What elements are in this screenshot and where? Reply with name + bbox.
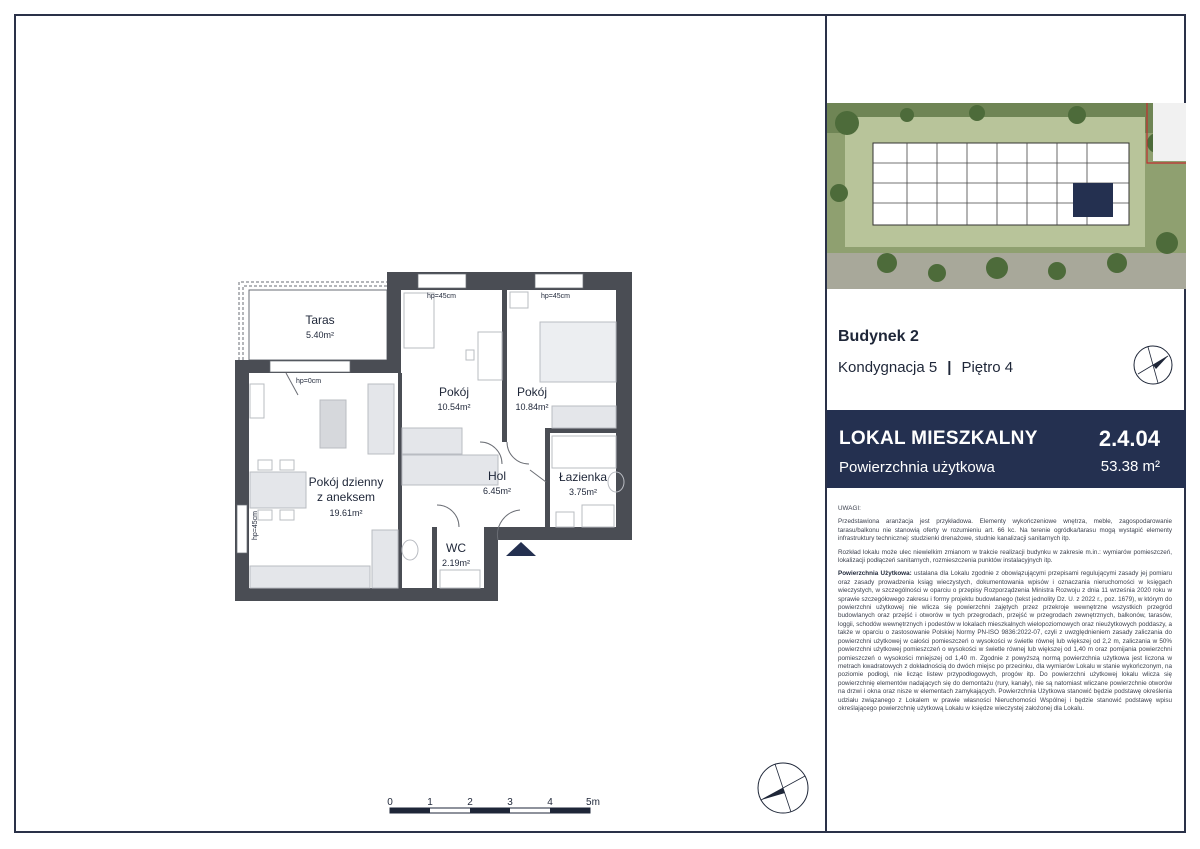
window-height-label: hp=45cm bbox=[252, 511, 259, 540]
notes-bold: Powierzchnia Użytkowa: bbox=[838, 570, 912, 578]
unit-type: LOKAL MIESZKALNY bbox=[839, 428, 1038, 449]
room-name-dzienny-2: z aneksem bbox=[316, 490, 376, 504]
scale-tick-label: 1 bbox=[427, 797, 433, 808]
area-label: Powierzchnia użytkowa bbox=[839, 459, 995, 476]
floor-separator: | bbox=[947, 359, 952, 376]
room-area-wc: 2.19m² bbox=[441, 558, 471, 568]
compass-icon bbox=[1132, 344, 1174, 386]
entrance-marker bbox=[506, 542, 536, 556]
notes-paragraph-3 bbox=[838, 570, 1172, 713]
room-area-pokoj2: 10.84m² bbox=[515, 402, 549, 412]
room-name-wc: WC bbox=[446, 541, 466, 555]
kondygnacja-label: Kondygnacja 5 bbox=[838, 359, 938, 376]
site-plan-map bbox=[827, 103, 1186, 289]
area-value: 53.38 m² bbox=[1100, 458, 1160, 475]
floor-info bbox=[838, 359, 1013, 376]
room-name-hol: Hol bbox=[487, 469, 507, 483]
scale-bar bbox=[385, 795, 607, 819]
notes bbox=[838, 505, 1172, 718]
notes-paragraph-2: Rozkład lokalu może ulec niewielkim zmianom w trakcie realizacji budynku w zakresie m.in.: wymiarów pomieszczeń, lokalizacji podłączeń sanitarnych, rozmieszczenia punktów instalacyjnych itp. bbox=[838, 548, 1172, 565]
room-area-dzienny: 19.61m² bbox=[329, 508, 363, 518]
unit-banner bbox=[827, 410, 1186, 488]
notes-paragraph-1: Przedstawiona aranżacja jest przykładowa. Elementy wykończeniowe wnętrza, meble, zagospodarowanie tarasu/balkonu nie stanowią oferty w rozumieniu art. 66 kc. Na terenie ogródka/tarasu mogą wystąpić elementy infrastruktury technicznej: studzienki drenażowe, studnie kanalizacji sanitarnych itp. bbox=[838, 518, 1172, 543]
room-area-hol: 6.45m² bbox=[482, 486, 512, 496]
scale-tick-label: 0 bbox=[387, 797, 393, 808]
window-height-label: hp=45cm bbox=[427, 293, 456, 300]
scale-tick-label: 5m bbox=[586, 797, 600, 808]
room-name-pokoj1: Pokój bbox=[438, 385, 470, 399]
room-name-pokoj2: Pokój bbox=[516, 385, 548, 399]
notes-heading: UWAGI: bbox=[838, 505, 861, 512]
room-area-pokoj1: 10.54m² bbox=[437, 402, 471, 412]
room-name-dzienny-1: Pokój dzienny bbox=[308, 475, 384, 489]
notes-paragraph-3-text: ustalana dla Lokalu zgodnie z obowiązującymi przepisami regulującymi zasady jej pomiaru oraz zasady prowadzenia ksiąg wieczystych, dokumentowania wpisów i oznaczania nieruchomości w księgach wieczystych, w szczególności w oparciu o przepisy Rozporządzenia Ministra Rozwoju z dnia 11 września 2020 roku w sprawie szczegółowego zakresu i formy projektu budowlanego (tekst jednolity Dz. U. z 2022 r., poz. 1679), w którym do powierzchni użytkowej nie wlicza się powierzchni zajętych przez przekroje wewnętrzne wszystkich przegród budowlanych oraz przejść i otworów w tych przegrodach, przejść w przegrodach zewnętrznych, balkonów, tarasów, loggii, schodów wewnętrznych i podestów w lokalach mieszkalnych wielopoziomowych oraz nieużytkowych poddaszy, a także w oparciu o zastosowanie Polskiej Normy PN-ISO 9836:2022-07, czyli z uwzględnieniem zasady zaliczania do powierzchni użytkowej w całości pomieszczeń o wysokości w świetle równej lub większej od 2,2 m, zaliczania w 50% powierzchni użytkowej pomieszczeń o wysokości w świetle równej lub większej od 1,40 m oraz pomijania powierzchni pomieszczeń o wysokości mniejszej od 1,40 m. Zgodnie z powyższą normą powierzchnia użytkowa jest liczona w metrach kwadratowych z dokładnością do dwóch miejsc po przecinku, dla wymiarów Lokalu w stanie wykończonym, na poziomie podłogi, nie licząc listew przypodłogowych, progów itp. Do powierzchni użytkowej lokalu wlicza się powierzchnię elementów nadających się do demontażu (rury, kanały), nie są natomiast wliczane powierzchnie otworów na drzwi i okna oraz nisze w elementach zamykających. Powierzchnia Użytkowa stanowić będzie podstawę określenia udziału związanego z Lokalem w prawie własności Nieruchomości Wspólnej i będzie stanowić podstawę wpisu określającego powierzchnię użytkową Lokalu w księdze wieczystej założonej dla Lokalu. bbox=[838, 570, 1172, 712]
room-name-taras: Taras bbox=[305, 313, 335, 327]
window-height-label: hp=45cm bbox=[541, 293, 570, 300]
room-area-taras: 5.40m² bbox=[305, 330, 335, 340]
building-label: Budynek 2 bbox=[838, 328, 919, 345]
pietro-label: Piętro 4 bbox=[961, 359, 1014, 376]
window-height-label: hp=0cm bbox=[296, 378, 322, 385]
scale-tick-label: 2 bbox=[467, 797, 473, 808]
unit-number: 2.4.04 bbox=[1098, 426, 1160, 451]
scale-tick-label: 3 bbox=[507, 797, 513, 808]
room-area-lazienka: 3.75m² bbox=[568, 487, 598, 497]
scale-tick-label: 4 bbox=[547, 797, 553, 808]
compass-icon bbox=[755, 760, 811, 816]
room-name-lazienka: Łazienka bbox=[558, 470, 608, 484]
